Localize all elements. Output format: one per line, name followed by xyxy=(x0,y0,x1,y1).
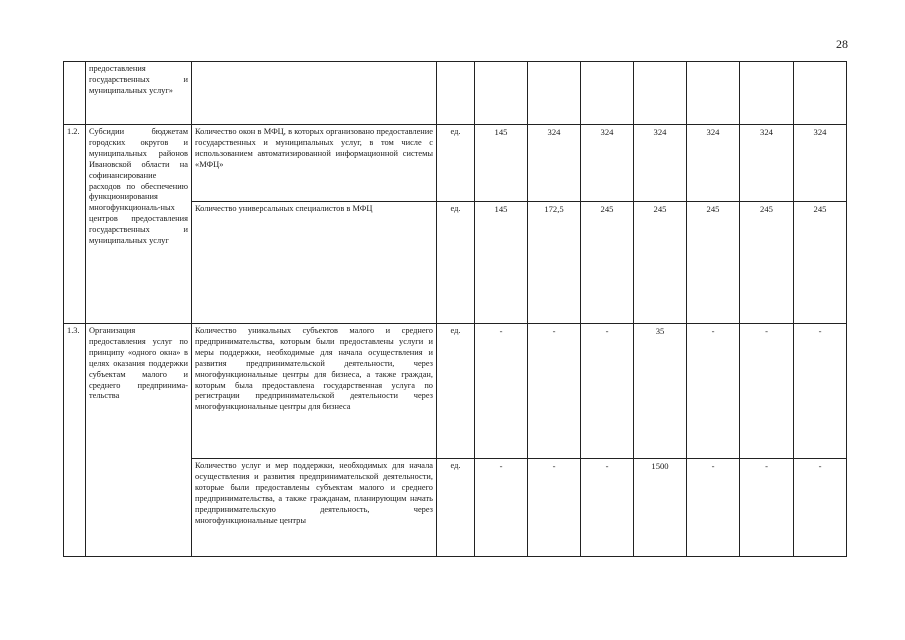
measure-description-cell xyxy=(86,125,192,324)
indicator-value: 324 xyxy=(706,127,720,137)
value-cell xyxy=(581,324,634,459)
value-cell xyxy=(634,62,687,125)
unit-label: ед. xyxy=(450,461,461,470)
indicator-name: Количество универсальных специалистов в МФЦ xyxy=(195,204,373,213)
indicator-name-cell xyxy=(192,125,437,202)
indicator-value: - xyxy=(605,461,609,471)
indicator-name: Количество услуг и мер поддержки, необходимых для начала осуществления и развития предпринимательской деятельности, которые были предоставлены субъектам малого и среднего предпринимательства, а также гражданам, планирующим начать предпринимательскую деятельность, через многофункциональные центры xyxy=(195,461,433,525)
value-cell xyxy=(475,459,528,557)
value-cell xyxy=(634,202,687,324)
indicator-value: - xyxy=(552,326,556,336)
value-cell xyxy=(794,324,847,459)
value-cell xyxy=(634,125,687,202)
indicator-value: 324 xyxy=(547,127,561,137)
table-row xyxy=(64,125,847,202)
row-number: 1.2. xyxy=(67,127,80,136)
measure-description: предоставления государственных и муниципальных услуг» xyxy=(89,64,188,95)
indicator-name: Количество уникальных субъектов малого и среднего предпринимательства, которым были предоставлены услуги и меры поддержки, необходимые для начала осуществления и развития предпринимательской деятельности, через многофункциональные центры для бизнеса, а также граждан, которым была предоставлена государственная услуга по регистрации предпринимательской деятельности через многофункциональные центры для бизнеса xyxy=(195,326,433,412)
indicator-value: - xyxy=(499,461,503,471)
indicator-name-cell xyxy=(192,62,437,125)
indicator-value: 324 xyxy=(813,127,827,137)
indicator-value: - xyxy=(605,326,609,336)
value-cell xyxy=(740,324,794,459)
value-cell xyxy=(634,324,687,459)
measure-description: Субсидии бюджетам городских округов и муниципальных районов Ивановской области на софинансирование расходов по обеспечению функционирования многофункциональ-ных центров предоставления государственных и муниципальных услуг xyxy=(89,127,188,246)
value-cell xyxy=(740,62,794,125)
unit-cell xyxy=(437,62,475,125)
value-cell xyxy=(528,125,581,202)
indicator-value: - xyxy=(818,326,822,336)
page-number: 28 xyxy=(836,37,848,51)
value-cell xyxy=(687,202,740,324)
indicator-value: - xyxy=(552,461,556,471)
indicator-value: 172,5 xyxy=(544,204,564,214)
indicator-value: 245 xyxy=(600,204,614,214)
value-cell xyxy=(528,324,581,459)
value-cell xyxy=(528,459,581,557)
value-cell xyxy=(528,62,581,125)
row-number-cell xyxy=(64,324,86,557)
indicator-name-cell xyxy=(192,202,437,324)
indicator-value: 245 xyxy=(760,204,773,214)
value-cell xyxy=(740,202,794,324)
row-number: 1.3. xyxy=(67,326,80,335)
indicator-value: - xyxy=(818,461,822,471)
indicator-value: 324 xyxy=(653,127,667,137)
value-cell xyxy=(475,324,528,459)
value-cell xyxy=(687,62,740,125)
value-cell xyxy=(687,324,740,459)
measure-description: Организация предоставления услуг по принципу «одного окна» в целях оказания поддержки субъектам малого и среднего предпринима-тельства xyxy=(89,326,188,401)
indicator-value: - xyxy=(711,326,715,336)
indicator-value: - xyxy=(499,326,503,336)
indicator-value: 245 xyxy=(653,204,667,214)
value-cell xyxy=(794,62,847,125)
indicator-value: 245 xyxy=(706,204,720,214)
unit-cell xyxy=(437,459,475,557)
unit-label: ед. xyxy=(450,326,461,335)
indicator-value: - xyxy=(711,461,715,471)
indicator-value: 145 xyxy=(494,204,508,214)
row-number-cell xyxy=(64,62,86,125)
value-cell xyxy=(794,459,847,557)
value-cell xyxy=(528,202,581,324)
table-row xyxy=(64,324,847,459)
unit-cell xyxy=(437,202,475,324)
value-cell xyxy=(581,202,634,324)
table-row xyxy=(64,62,847,125)
value-cell xyxy=(794,202,847,324)
value-cell xyxy=(475,125,528,202)
indicator-value: 145 xyxy=(494,127,508,137)
value-cell xyxy=(794,125,847,202)
measure-description-cell xyxy=(86,62,192,125)
row-number-cell xyxy=(64,125,86,324)
unit-label: ед. xyxy=(450,127,461,136)
value-cell xyxy=(581,459,634,557)
unit-cell xyxy=(437,324,475,459)
value-cell xyxy=(687,459,740,557)
indicator-name-cell xyxy=(192,459,437,557)
indicator-value: - xyxy=(765,326,768,336)
value-cell xyxy=(740,459,794,557)
value-cell xyxy=(581,62,634,125)
indicators-table xyxy=(63,61,847,557)
indicator-name: Количество окон в МФЦ, в которых организовано предоставление государственных и муниципальных услуг, в том числе с использованием автоматизированной информационной системы «МФЦ» xyxy=(195,127,433,169)
value-cell xyxy=(687,125,740,202)
indicator-name-cell xyxy=(192,324,437,459)
measure-description-cell xyxy=(86,324,192,557)
indicator-value: 35 xyxy=(655,326,665,336)
indicator-value: 245 xyxy=(813,204,827,214)
value-cell xyxy=(634,459,687,557)
indicator-value: - xyxy=(765,461,768,471)
value-cell xyxy=(475,202,528,324)
indicator-value: 324 xyxy=(760,127,773,137)
value-cell xyxy=(740,125,794,202)
indicator-value: 324 xyxy=(600,127,614,137)
indicator-value: 1500 xyxy=(651,461,669,471)
value-cell xyxy=(581,125,634,202)
value-cell xyxy=(475,62,528,125)
unit-cell xyxy=(437,125,475,202)
unit-label: ед. xyxy=(450,204,461,213)
